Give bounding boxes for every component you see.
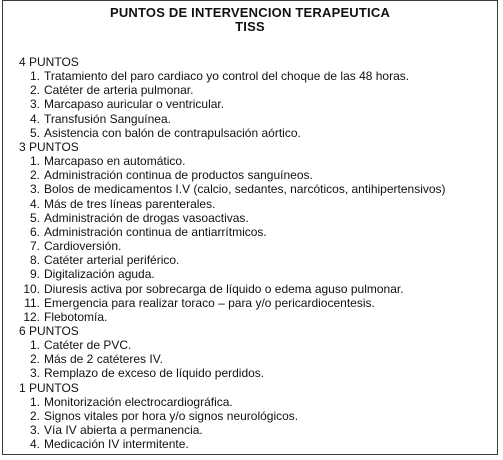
list-item xyxy=(17,112,493,126)
list-item xyxy=(17,211,493,225)
group-heading: 4 PUNTOS xyxy=(19,55,79,69)
list-item xyxy=(17,182,493,196)
item-text: Catéter de arteria pulmonar. xyxy=(44,83,194,98)
item-number: 8. xyxy=(29,253,40,268)
list-item xyxy=(17,197,493,211)
points-group xyxy=(17,324,493,381)
list-item xyxy=(17,267,493,281)
list-item xyxy=(17,126,493,140)
item-number: 11. xyxy=(24,295,40,310)
list-item xyxy=(17,352,493,366)
item-number: 12. xyxy=(23,309,40,324)
group-heading: 3 PUNTOS xyxy=(19,139,79,154)
item-number: 5. xyxy=(29,210,40,225)
points-group xyxy=(17,381,493,452)
item-text: Signos vitales por hora y/o signos neurológicos. xyxy=(44,408,299,423)
list-item xyxy=(17,366,493,380)
item-number: 2. xyxy=(29,352,40,367)
item-number: 2. xyxy=(29,83,40,98)
item-number: 2. xyxy=(29,408,40,423)
item-text: Catéter arterial periférico. xyxy=(44,253,180,268)
item-text: Vía IV abierta a permanencia. xyxy=(44,423,203,438)
item-number: 2. xyxy=(29,168,40,183)
list-item xyxy=(17,282,493,296)
item-number: 3. xyxy=(29,97,40,112)
list-item xyxy=(17,423,493,437)
item-number: 3. xyxy=(29,182,40,197)
item-number: 3. xyxy=(29,423,40,438)
points-group xyxy=(17,140,493,324)
item-text: Cardioversión. xyxy=(44,239,122,254)
list-item xyxy=(17,409,493,423)
list-item xyxy=(17,296,493,310)
item-text: Diuresis activa por sobrecarga de líquido o edema aguso pulmonar. xyxy=(44,281,404,296)
item-text: Asistencia con balón de contrapulsación aórtico. xyxy=(44,125,301,140)
item-text: Administración continua de productos sanguíneos. xyxy=(44,168,313,183)
item-text: Flebotomía. xyxy=(44,309,108,324)
item-number: 6. xyxy=(29,224,40,239)
list-item xyxy=(17,97,493,111)
item-text: Transfusión Sanguínea. xyxy=(44,111,171,126)
item-number: 4. xyxy=(29,196,40,211)
group-items xyxy=(17,154,493,324)
item-number: 5. xyxy=(29,125,40,140)
list-item xyxy=(17,253,493,267)
list-item xyxy=(17,310,493,324)
list-item xyxy=(17,154,493,168)
list-item xyxy=(17,395,493,409)
list-item xyxy=(17,168,493,182)
list-item xyxy=(17,437,493,451)
list-item xyxy=(17,225,493,239)
item-text: Administración de drogas vasoactivas. xyxy=(44,210,249,225)
item-text: Marcapaso auricular o ventricular. xyxy=(44,97,225,112)
item-number: 4. xyxy=(29,437,40,452)
group-items xyxy=(17,395,493,452)
item-number: 7. xyxy=(29,239,40,254)
item-number: 10. xyxy=(23,281,40,296)
group-items xyxy=(17,69,493,140)
group-heading: 1 PUNTOS xyxy=(19,380,79,395)
item-text: Bolos de medicamentos I.V (calcio, sedantes, narcóticos, antihipertensivos) xyxy=(44,182,446,197)
group-heading: 6 PUNTOS xyxy=(19,323,79,338)
item-text: Marcapaso en automático. xyxy=(44,154,186,169)
points-list xyxy=(17,55,493,451)
item-number: 4. xyxy=(29,111,40,126)
list-item xyxy=(17,83,493,97)
item-text: Monitorización electrocardiográfica. xyxy=(44,394,233,409)
item-number: 1. xyxy=(29,154,40,169)
item-text: Más de tres líneas parenterales. xyxy=(44,196,216,211)
item-text: Catéter de PVC. xyxy=(44,338,132,353)
item-text: Tratamiento del paro cardiaco yo control del choque de las 48 horas. xyxy=(44,69,410,84)
item-number: 1. xyxy=(29,338,40,353)
item-text: Remplazo de exceso de líquido perdidos. xyxy=(44,366,265,381)
list-item xyxy=(17,338,493,352)
item-number: 9. xyxy=(29,267,40,282)
page-subtitle: TISS xyxy=(235,19,265,34)
item-number: 1. xyxy=(29,69,40,84)
points-group xyxy=(17,55,493,140)
page-title: PUNTOS DE INTERVENCION TERAPEUTICA xyxy=(109,5,391,20)
item-text: Administración continua de antiarrítmicos. xyxy=(44,224,267,239)
group-items xyxy=(17,338,493,380)
list-item xyxy=(17,69,493,83)
list-item xyxy=(17,239,493,253)
item-text: Digitalización aguda. xyxy=(44,267,155,282)
item-number: 1. xyxy=(29,394,40,409)
item-text: Emergencia para realizar toraco – para y/o pericardiocentesis. xyxy=(44,295,375,310)
table-frame xyxy=(2,0,498,455)
item-text: Medicación IV intermitente. xyxy=(44,437,189,452)
item-number: 3. xyxy=(29,366,40,381)
item-text: Más de 2 catéteres IV. xyxy=(44,352,163,367)
